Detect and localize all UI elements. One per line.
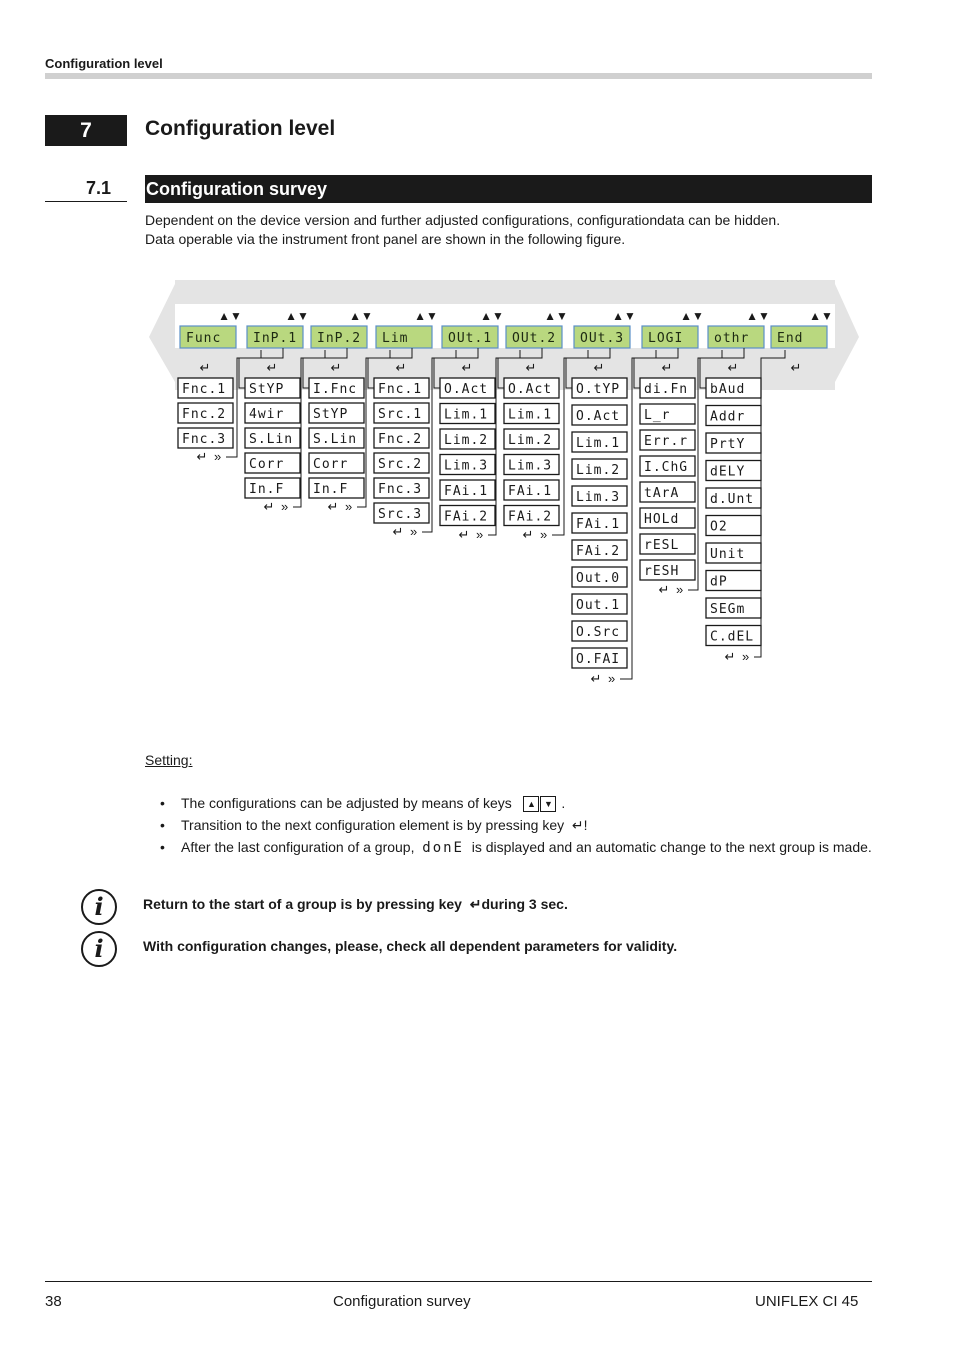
footer-center: Configuration survey — [333, 1293, 471, 1310]
subsection-title: Configuration survey — [145, 175, 872, 203]
next-group-icon: » — [476, 527, 484, 542]
item-label: Fnc.2 — [182, 407, 227, 422]
next-group-icon: » — [676, 582, 684, 597]
enter-icon: ↵ — [461, 360, 473, 375]
header-rule — [45, 73, 872, 79]
item-label: Err.r — [644, 434, 689, 449]
item-label: PrtY — [710, 437, 746, 452]
item-label: HOLd — [644, 512, 680, 527]
item-label: In.F — [313, 482, 349, 497]
enter-icon: ↵ — [196, 449, 208, 464]
note-return — [143, 896, 568, 913]
next-group-icon: » — [345, 499, 353, 514]
enter-key-icon: ↵ — [469, 896, 482, 912]
item-label: rESL — [644, 538, 680, 553]
item-label: O.Act — [444, 382, 489, 397]
page-number: 38 — [45, 1293, 62, 1310]
setting-label: Setting: — [145, 752, 193, 768]
item-label: Lim.3 — [444, 458, 489, 474]
intro-line-1: Dependent on the device version and further adjusted configurations, configurationdata can be hidden. — [145, 212, 781, 228]
item-label: Corr — [249, 457, 285, 472]
next-group-icon: » — [214, 449, 222, 464]
group-head-label: End — [777, 331, 804, 346]
item-label: I.Fnc — [313, 382, 358, 397]
group-head-label: OUt.2 — [512, 331, 557, 346]
group-head-label: OUt.1 — [448, 331, 493, 346]
enter-icon: ↵ — [458, 527, 470, 542]
nav-arrows-icon: ▲▼ — [285, 309, 309, 323]
enter-icon: ↵ — [199, 360, 211, 375]
item-label: d.Unt — [710, 492, 755, 507]
item-label: FAi.1 — [444, 484, 489, 499]
note-return-post: during 3 sec. — [481, 896, 568, 912]
bullet-last-pre: After the last configuration of a group, — [181, 839, 415, 855]
item-label: di.Fn — [644, 382, 689, 397]
enter-icon: ↵ — [593, 360, 605, 375]
item-label: Lim.1 — [444, 407, 489, 423]
item-label: O2 — [710, 519, 728, 535]
bullet-transition-text: Transition to the next configuration element is by pressing key — [181, 817, 565, 833]
item-label: O.Src — [576, 625, 621, 640]
enter-icon: ↵ — [392, 524, 404, 539]
item-label: Lim.2 — [576, 463, 621, 478]
bullet-transition — [160, 814, 872, 836]
item-label: Corr — [313, 457, 349, 472]
note-return-pre: Return to the start of a group is by pressing key — [143, 896, 462, 912]
enter-icon: ↵ — [724, 649, 736, 664]
bullet-transition-end: ! — [583, 817, 588, 833]
enter-icon: ↵ — [395, 360, 407, 375]
item-label: Fnc.1 — [182, 382, 227, 397]
group-head-label: InP.2 — [317, 331, 362, 346]
group-head-label: Func — [186, 331, 222, 346]
bullet-adjust-text: The configurations can be adjusted by means of keys — [181, 795, 512, 811]
nav-arrows-icon: ▲▼ — [349, 309, 373, 323]
nav-arrows-icon: ▲▼ — [414, 309, 438, 323]
enter-icon: ↵ — [525, 360, 537, 375]
item-label: Lim.1 — [508, 407, 553, 423]
item-label: Unit — [710, 547, 746, 562]
item-label: L_r — [644, 408, 671, 423]
nav-arrows-icon: ▲▼ — [680, 309, 704, 323]
group-head-label: OUt.3 — [580, 331, 625, 346]
item-label: Fnc.3 — [378, 482, 423, 497]
item-label: Fnc.2 — [378, 432, 423, 447]
bullet-last-config — [160, 836, 872, 859]
item-label: O.FAI — [576, 652, 621, 667]
next-group-icon: » — [742, 649, 750, 664]
enter-icon: ↵ — [727, 360, 739, 375]
enter-icon: ↵ — [790, 360, 802, 375]
info-icon: i — [81, 889, 117, 925]
bullet-adjust — [160, 792, 872, 814]
subsection-number: 7.1 — [45, 175, 127, 202]
down-key-icon: ▼ — [540, 796, 556, 812]
enter-icon: ↵ — [661, 360, 673, 375]
item-label: C.dEL — [710, 629, 755, 645]
item-label: Src.3 — [378, 507, 423, 522]
item-label: Lim.1 — [576, 436, 621, 451]
item-label: Lim.3 — [508, 458, 553, 474]
item-label: Fnc.3 — [182, 432, 227, 447]
item-label: rESH — [644, 564, 680, 579]
item-label: Out.1 — [576, 598, 621, 613]
section-number: 7 — [45, 115, 127, 146]
item-label: O.tYP — [576, 382, 621, 397]
enter-icon: ↵ — [327, 499, 339, 514]
item-label: FAi.2 — [444, 509, 489, 525]
item-label: Lim.2 — [444, 433, 489, 448]
next-group-icon: » — [281, 499, 289, 514]
nav-arrows-icon: ▲▼ — [480, 309, 504, 323]
info-icon: i — [81, 931, 117, 967]
item-label: dP — [710, 574, 728, 590]
item-label: FAi.2 — [576, 544, 621, 559]
bullet-adjust-end: . — [561, 795, 566, 811]
item-label: Addr — [710, 409, 746, 425]
item-label: S.Lin — [313, 432, 358, 447]
enter-key-icon: ↵ — [571, 817, 584, 833]
item-label: Lim.2 — [508, 433, 553, 448]
configuration-survey-diagram — [145, 280, 865, 700]
up-key-icon: ▲ — [523, 796, 539, 812]
item-label: S.Lin — [249, 432, 294, 447]
done-display: donE — [422, 840, 464, 856]
next-group-icon: » — [608, 671, 616, 686]
nav-arrows-icon: ▲▼ — [809, 309, 833, 323]
group-head-label: InP.1 — [253, 331, 298, 346]
item-label: O.Act — [576, 409, 621, 424]
next-group-icon: » — [410, 524, 418, 539]
group-head-label: othr — [714, 331, 750, 346]
item-label: dELY — [710, 464, 746, 480]
group-head-label: LOGI — [648, 331, 684, 346]
enter-icon: ↵ — [263, 499, 275, 514]
note-validity: With configuration changes, please, check all dependent parameters for validity. — [143, 938, 678, 954]
nav-arrows-icon: ▲▼ — [746, 309, 770, 323]
enter-icon: ↵ — [590, 671, 602, 686]
item-label: 4wir — [249, 407, 285, 422]
section-title: Configuration level — [145, 117, 336, 140]
item-label: StYP — [313, 407, 349, 422]
item-label: Fnc.1 — [378, 382, 423, 397]
bullet-last-post: is displayed and an automatic change to the next group is made. — [471, 839, 872, 855]
running-header: Configuration level — [45, 56, 163, 71]
item-label: O.Act — [508, 382, 553, 397]
next-group-icon: » — [540, 527, 548, 542]
item-label: In.F — [249, 482, 285, 497]
item-label: Lim.3 — [576, 490, 621, 505]
nav-arrows-icon: ▲▼ — [544, 309, 568, 323]
item-label: Src.1 — [378, 407, 423, 422]
enter-icon: ↵ — [658, 582, 670, 597]
item-label: I.ChG — [644, 460, 689, 475]
item-label: Src.2 — [378, 457, 423, 472]
item-label: FAi.1 — [508, 484, 553, 499]
item-label: Out.0 — [576, 571, 621, 586]
item-label: FAi.2 — [508, 509, 553, 525]
setting-bullets — [160, 792, 872, 859]
intro-line-2: Data operable via the instrument front panel are shown in the following figure. — [145, 231, 626, 247]
item-label: FAi.1 — [576, 517, 621, 532]
item-label: bAud — [710, 382, 746, 397]
item-label: StYP — [249, 382, 285, 397]
group-head-label: Lim — [382, 331, 409, 346]
enter-icon: ↵ — [266, 360, 278, 375]
item-label: SEGm — [710, 602, 746, 617]
item-label: tArA — [644, 486, 680, 501]
enter-icon: ↵ — [330, 360, 342, 375]
nav-arrows-icon: ▲▼ — [612, 309, 636, 323]
nav-arrows-icon: ▲▼ — [218, 309, 242, 323]
footer-product: UNIFLEX CI 45 — [755, 1293, 859, 1310]
footer-rule — [45, 1281, 872, 1282]
enter-icon: ↵ — [522, 527, 534, 542]
